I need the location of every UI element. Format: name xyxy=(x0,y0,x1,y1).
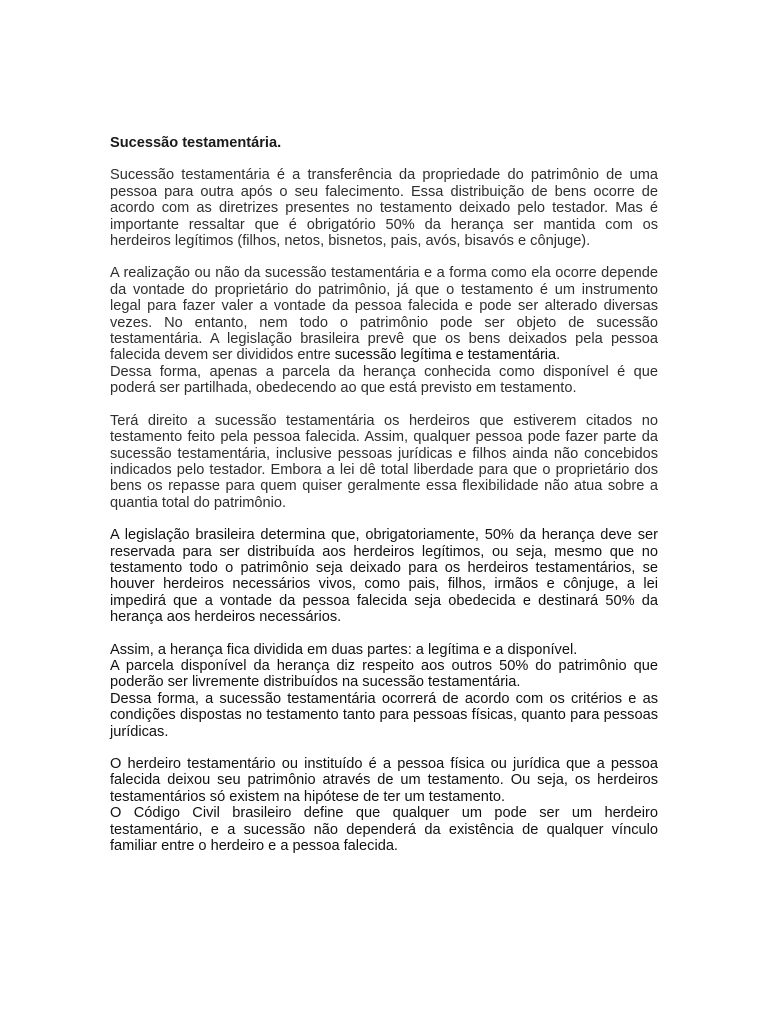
paragraph-5a: Assim, a herança fica dividida em duas partes: a legítima e a disponível. xyxy=(110,641,578,658)
document-title: Sucessão testamentária. xyxy=(110,135,282,151)
paragraph-6b: O Código Civil brasileiro define que qualquer um pode ser um herdeiro testamentário, e a sucessão não dependerá da existência de qualquer vínculo familiar entre o herdeiro e a pessoa falecida. xyxy=(110,805,658,855)
paragraph-6a: O herdeiro testamentário ou instituído é a pessoa física ou jurídica que a pessoa falecida deixou seu patrimônio através de um testamento. Ou seja, os herdeiros testamentários só existem na hipótese de ter um testamento. xyxy=(110,756,658,805)
succession-types-link[interactable]: sucessão legítima e testamentária xyxy=(334,347,557,364)
paragraph-3: Terá direito a sucessão testamentária os herdeiros que estiverem citados no testamento feito pela pessoa falecida. Assim, qualquer pessoa pode fazer parte da sucessão testamentária, inclusive pessoas jurídicas e filhos ainda não concebidos indicados pelo testador. Embora a lei dê total liberdade para que o proprietário dos bens os repasse para quem quiser geralmente essa flexibilidade não atua sobre a quantia total do patrimônio. xyxy=(110,412,658,511)
paragraph-5c: Dessa forma, a sucessão testamentária ocorrerá de acordo com os critérios e as condições dispostas no testamento tanto para pessoas físicas, quanto para pessoas jurídicas. xyxy=(110,690,658,740)
paragraph-2-continued: Dessa forma, apenas a parcela da herança conhecida como disponível é que poderá ser partilhada, obedecendo ao que está previsto em testamento. xyxy=(110,363,658,397)
document-body xyxy=(110,135,658,870)
paragraph-2-text: A realização ou não da sucessão testamentária e a forma como ela ocorre depende da vontade do proprietário do patrimônio, já que o testamento é um instrumento legal para fazer valer a vontade da pessoa falecida e pode ser alterado diversas vezes. No entanto, nem todo o patrimônio pode ser objeto de sucessão testamentária. A legislação brasileira prevê que os bens deixados pela pessoa falecida devem ser divididos entre xyxy=(110,265,658,364)
paragraph-1: Sucessão testamentária é a transferência da propriedade do patrimônio de uma pessoa para outra após o seu falecimento. Essa distribuição de bens ocorre de acordo com as diretrizes presentes no testamento deixado pelo testador. Mas é importante ressaltar que é obrigatório 50% da herança ser mantida com os herdeiros legítimos (filhos, netos, bisnetos, pais, avós, bisavós e cônjuge). xyxy=(110,167,658,250)
paragraph-2-period: . xyxy=(556,347,561,364)
paragraph-4: A legislação brasileira determina que, obrigatoriamente, 50% da herança deve ser reservada para ser distribuída aos herdeiros legítimos, ou seja, mesmo que no testamento todo o patrimônio seja deixado para os herdeiros testamentários, se houver herdeiros necessários vivos, como pais, filhos, irmãos e cônjuge, a lei impedirá que a vontade da pessoa falecida seja obedecida e destinará 50% da herança aos herdeiros necessários. xyxy=(110,527,658,626)
paragraph-5b: A parcela disponível da herança diz respeito aos outros 50% do patrimônio que poderão ser livremente distribuídos na sucessão testamentária. xyxy=(110,657,658,691)
paragraph-2 xyxy=(110,265,658,363)
